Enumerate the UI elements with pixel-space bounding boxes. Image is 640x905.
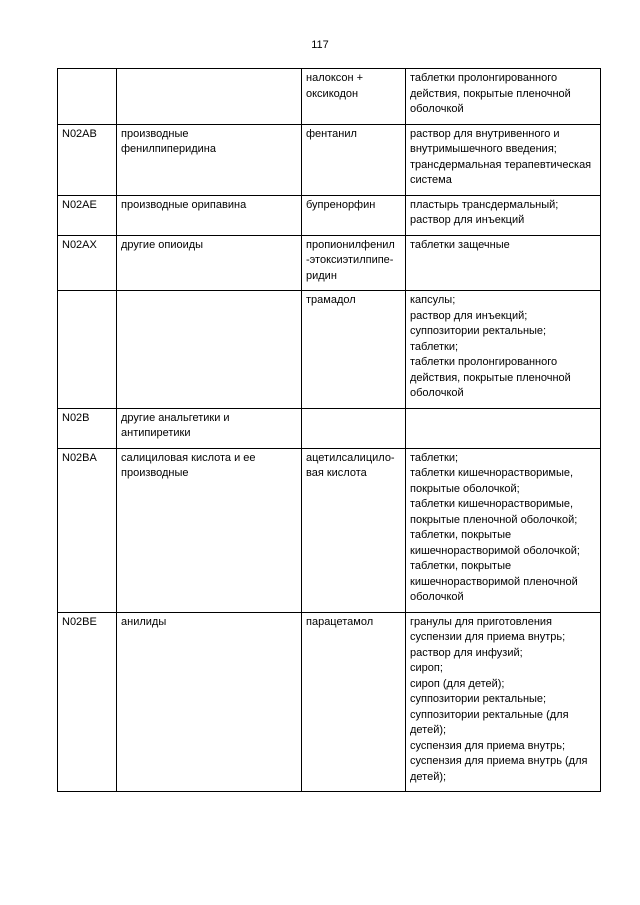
dosage-form-item: раствор для инъекций bbox=[410, 214, 525, 226]
dosage-form-item: раствор для инфузий; bbox=[410, 646, 523, 659]
dosage-form-item: суппозитории ректальные; bbox=[410, 693, 547, 705]
dosage-forms-cell bbox=[406, 448, 601, 612]
pharm-group-cell: анилиды bbox=[117, 612, 302, 792]
pharm-group-cell: другие опиоиды bbox=[117, 235, 302, 291]
dosage-form-item: таблетки кишечнорастворимые, покрытые оболочкой; bbox=[410, 467, 574, 495]
table-row bbox=[58, 235, 601, 291]
dosage-forms-cell bbox=[406, 408, 601, 448]
dosage-form-item: раствор для инъекций; bbox=[410, 309, 528, 322]
table-body bbox=[58, 69, 601, 792]
pharm-group-cell: другие анальгетики и антипиретики bbox=[117, 408, 302, 448]
drug-name-cell bbox=[302, 408, 406, 448]
dosage-form-item: раствор для внутривенного и внутримышечного введения; bbox=[410, 127, 560, 155]
dosage-form-item: капсулы; bbox=[410, 294, 456, 306]
dosage-form-item: таблетки, покрытые кишечнорастворимой оболочкой; bbox=[410, 529, 580, 557]
table-row bbox=[58, 195, 601, 235]
drug-name-cell: бупренорфин bbox=[302, 195, 406, 235]
drug-name-cell: налоксон + оксикодон bbox=[302, 69, 406, 125]
table-row bbox=[58, 448, 601, 612]
table-row bbox=[58, 291, 601, 409]
atc-code-cell: N02AB bbox=[58, 124, 117, 195]
dosage-form-item: сироп (для детей); bbox=[410, 677, 505, 690]
drug-name-cell: ацетилсалицило- вая кислота bbox=[302, 448, 406, 612]
pharm-group-cell: салициловая кислота и ее производные bbox=[117, 448, 302, 612]
table-row bbox=[58, 408, 601, 448]
pharm-group-cell: производные орипавина bbox=[117, 195, 302, 235]
dosage-forms-cell bbox=[406, 195, 601, 235]
page-number: 117 bbox=[311, 39, 329, 51]
dosage-form-item: пластырь трансдермальный; bbox=[410, 198, 559, 211]
dosage-form-item: таблетки пролонгированного действия, покрытые пленочной оболочкой bbox=[410, 356, 571, 399]
atc-code-cell: N02AE bbox=[58, 195, 117, 235]
table-row bbox=[58, 124, 601, 195]
drug-name-cell: пропионилфенил -этоксиэтилпипе- ридин bbox=[302, 235, 406, 291]
dosage-form-item: таблетки; bbox=[410, 451, 459, 464]
atc-code-cell bbox=[58, 69, 117, 125]
atc-code-cell: N02B bbox=[58, 408, 117, 448]
dosage-forms-cell bbox=[406, 124, 601, 195]
dosage-form-item: таблетки кишечнорастворимые, покрытые пленочной оболочкой; bbox=[410, 498, 578, 526]
dosage-forms-cell bbox=[406, 291, 601, 409]
table-row bbox=[58, 612, 601, 792]
atc-code-cell bbox=[58, 291, 117, 409]
atc-code-cell: N02BA bbox=[58, 448, 117, 612]
dosage-form-item: суппозитории ректальные; bbox=[410, 325, 547, 337]
drug-name-cell: парацетамол bbox=[302, 612, 406, 792]
dosage-form-item: таблетки; bbox=[410, 340, 459, 353]
dosage-form-item: таблетки пролонгированного действия, покрытые пленочной оболочкой bbox=[410, 72, 571, 115]
pharm-group-cell: производные фенилпиперидина bbox=[117, 124, 302, 195]
dosage-forms-cell bbox=[406, 612, 601, 792]
dosage-form-item: таблетки, покрытые кишечнорастворимой пленочной оболочкой bbox=[410, 560, 578, 603]
dosage-form-item: суспензия для приема внутрь (для детей); bbox=[410, 755, 588, 783]
drug-name-cell: трамадол bbox=[302, 291, 406, 409]
table-row bbox=[58, 69, 601, 125]
dosage-forms-cell bbox=[406, 69, 601, 125]
dosage-form-item: суппозитории ректальные (для детей); bbox=[410, 708, 569, 736]
dosage-form-item: трансдермальная терапевтическая система bbox=[410, 158, 592, 186]
dosage-forms-cell bbox=[406, 235, 601, 291]
atc-code-cell: N02BE bbox=[58, 612, 117, 792]
drug-table bbox=[57, 68, 601, 792]
dosage-form-item: суспензия для приема внутрь; bbox=[410, 739, 566, 752]
dosage-form-item: сироп; bbox=[410, 662, 443, 674]
dosage-form-item: гранулы для приготовления суспензии для приема внутрь; bbox=[410, 615, 566, 643]
atc-code-cell: N02AX bbox=[58, 235, 117, 291]
dosage-form-item: таблетки защечные bbox=[410, 238, 510, 251]
drug-name-cell: фентанил bbox=[302, 124, 406, 195]
pharm-group-cell bbox=[117, 291, 302, 409]
pharm-group-cell bbox=[117, 69, 302, 125]
